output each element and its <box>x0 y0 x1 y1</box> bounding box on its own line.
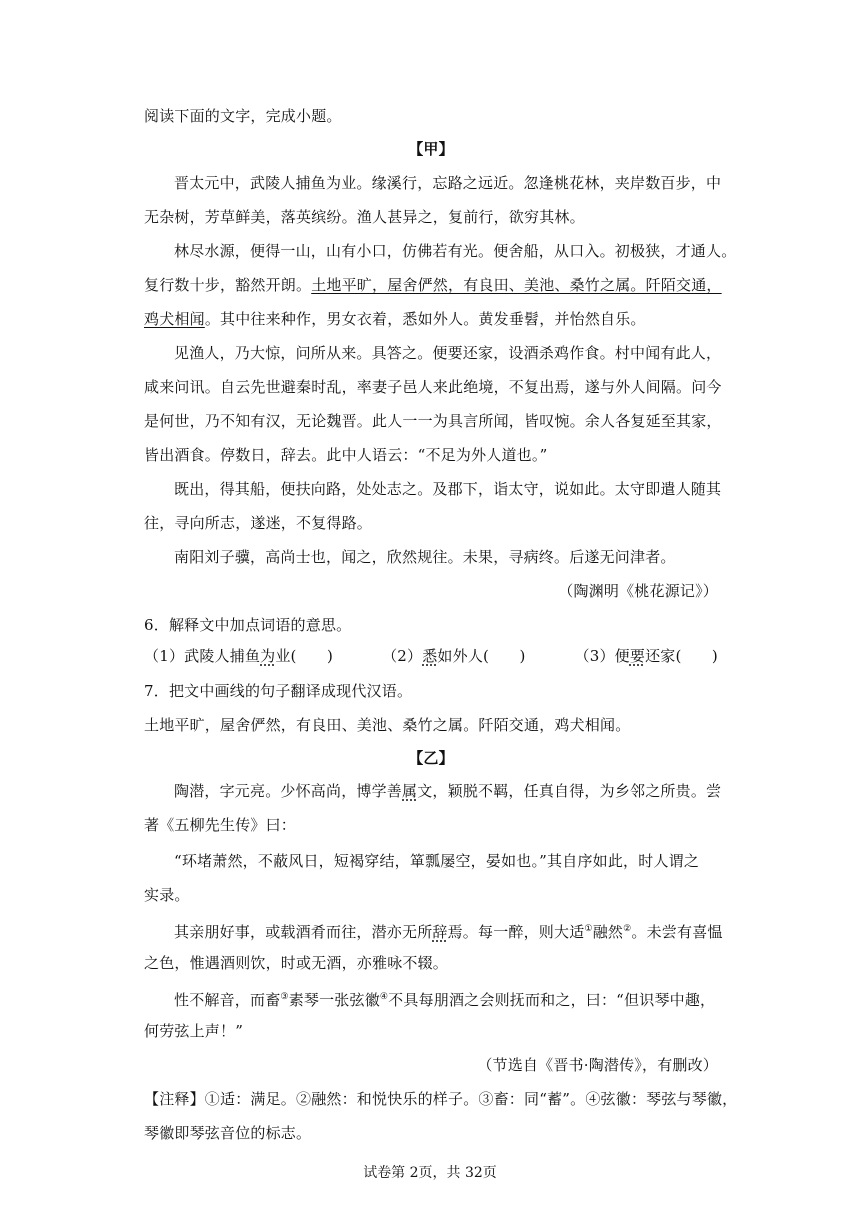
jia-line-8: 是何世，乃不知有汉，无论魏晋。此人一一为具言所闻，皆叹惋。余人各复延至其家， <box>144 412 722 430</box>
yi-line-5: 其亲朋好事，或载酒肴而往，潜亦无所辞焉。每一醉，则大适①融然②。未尝有喜愠 <box>174 923 723 941</box>
underlined-sentence-part2: 鸡犬相闻 <box>144 310 205 328</box>
jia-line-12: 南阳刘子骥，高尚士也，闻之，欣然规往。未果，寻病终。后遂无问津者。 <box>174 548 676 566</box>
jia-line-3: 林尽水源，便得一山，山有小口，仿佛若有光。便舍船，从口入。初极狭，才通人。 <box>174 242 737 260</box>
jia-line-9: 皆出酒食。停数日，辞去。此中人语云：“不足为外人道也。” <box>144 446 548 464</box>
jia-line-5 <box>144 308 718 330</box>
jia-line-5-text: 。其中往来种作，男女衣着，悉如外人。黄发垂髫，并怡然自乐。 <box>204 310 646 328</box>
page-footer: 试卷第 2页，共 32页 <box>363 1165 497 1181</box>
yi-source: （节选自《晋书·陶潜传》，有删改） <box>477 1056 718 1074</box>
yi-line-6: 之色，惟遇酒则饮，时或无酒，亦雅咏不辍。 <box>144 954 449 972</box>
q6-item-2: （2）悉如外人( ) <box>382 647 526 665</box>
jia-line-1: 晋太元中，武陵人捕鱼为业。缘溪行，忘路之远近。忽逢桃花林，夹岸数百步，中 <box>174 174 722 192</box>
jia-line-10: 既出，得其船，便扶向路，处处志之。及郡下，诣太守，说如此。太守即遣人随其 <box>174 480 722 498</box>
yi-line-3: “环堵萧然，不蔽风日，短褐穿结，箪瓢屡空，晏如也。”其自序如此，时人谓之 <box>174 852 700 870</box>
jia-line-7: 咸来问讯。自云先世避秦时乱，率妻子邑人来此绝境，不复出焉，遂与外人间隔。问今 <box>144 378 722 396</box>
jia-line-2: 无杂树，芳草鲜美，落英缤纷。渔人甚异之，复前行，欲穷其林。 <box>144 208 585 226</box>
annotation-line-2: 琴徽即琴弦音位的标志。 <box>144 1124 312 1142</box>
section-heading-yi: 【乙】 <box>408 749 454 767</box>
annotation-line-1: 【注释】①适：满足。②融然：和悦快乐的样子。③畜：同“蓄”。④弦徽：琴弦与琴徽， <box>144 1090 738 1108</box>
jia-line-4-text: 复行数十步，豁然开朗。 <box>144 276 312 294</box>
yi-line-1: 陶潜，字元亮。少怀高尚，博学善属文，颖脱不羁，任真自得，为乡邻之所贵。尝 <box>174 782 722 800</box>
q6-item-3: （3）便要还家( ) <box>574 647 718 665</box>
yi-line-7: 性不解音，而畜③素琴一张弦徽④不具每朋酒之会则抚而和之，曰：“但识琴中趣， <box>174 991 716 1009</box>
question-7-stem: 7．把文中画线的句子翻译成现代汉语。 <box>144 682 413 700</box>
intro-instruction: 阅读下面的文字，完成小题。 <box>144 107 342 125</box>
jia-line-6: 见渔人，乃大惊，问所从来。具答之。便要还家，设酒杀鸡作食。村中闻有此人， <box>174 344 722 362</box>
jia-line-4 <box>144 274 722 296</box>
jia-line-11: 往，寻向所志，遂迷，不复得路。 <box>144 514 373 532</box>
question-6-stem: 6．解释文中加点词语的意思。 <box>144 616 352 634</box>
underlined-sentence-part1: 土地平旷，屋舍俨然，有良田、美池、桑竹之属。阡陌交通， <box>311 276 722 294</box>
yi-line-8: 何劳弦上声！” <box>144 1022 244 1040</box>
question-6-items <box>144 645 718 667</box>
q6-item-1: （1）武陵人捕鱼为业( ) <box>144 647 334 665</box>
yi-line-2: 著《五柳先生传》曰： <box>144 816 297 834</box>
section-heading-jia: 【甲】 <box>408 140 454 158</box>
yi-line-4: 实录。 <box>144 886 190 904</box>
jia-source: （陶渊明《桃花源记》） <box>558 582 718 600</box>
question-7-sentence: 土地平旷，屋舍俨然，有良田、美池、桑竹之属。阡陌交通，鸡犬相闻。 <box>144 716 631 734</box>
